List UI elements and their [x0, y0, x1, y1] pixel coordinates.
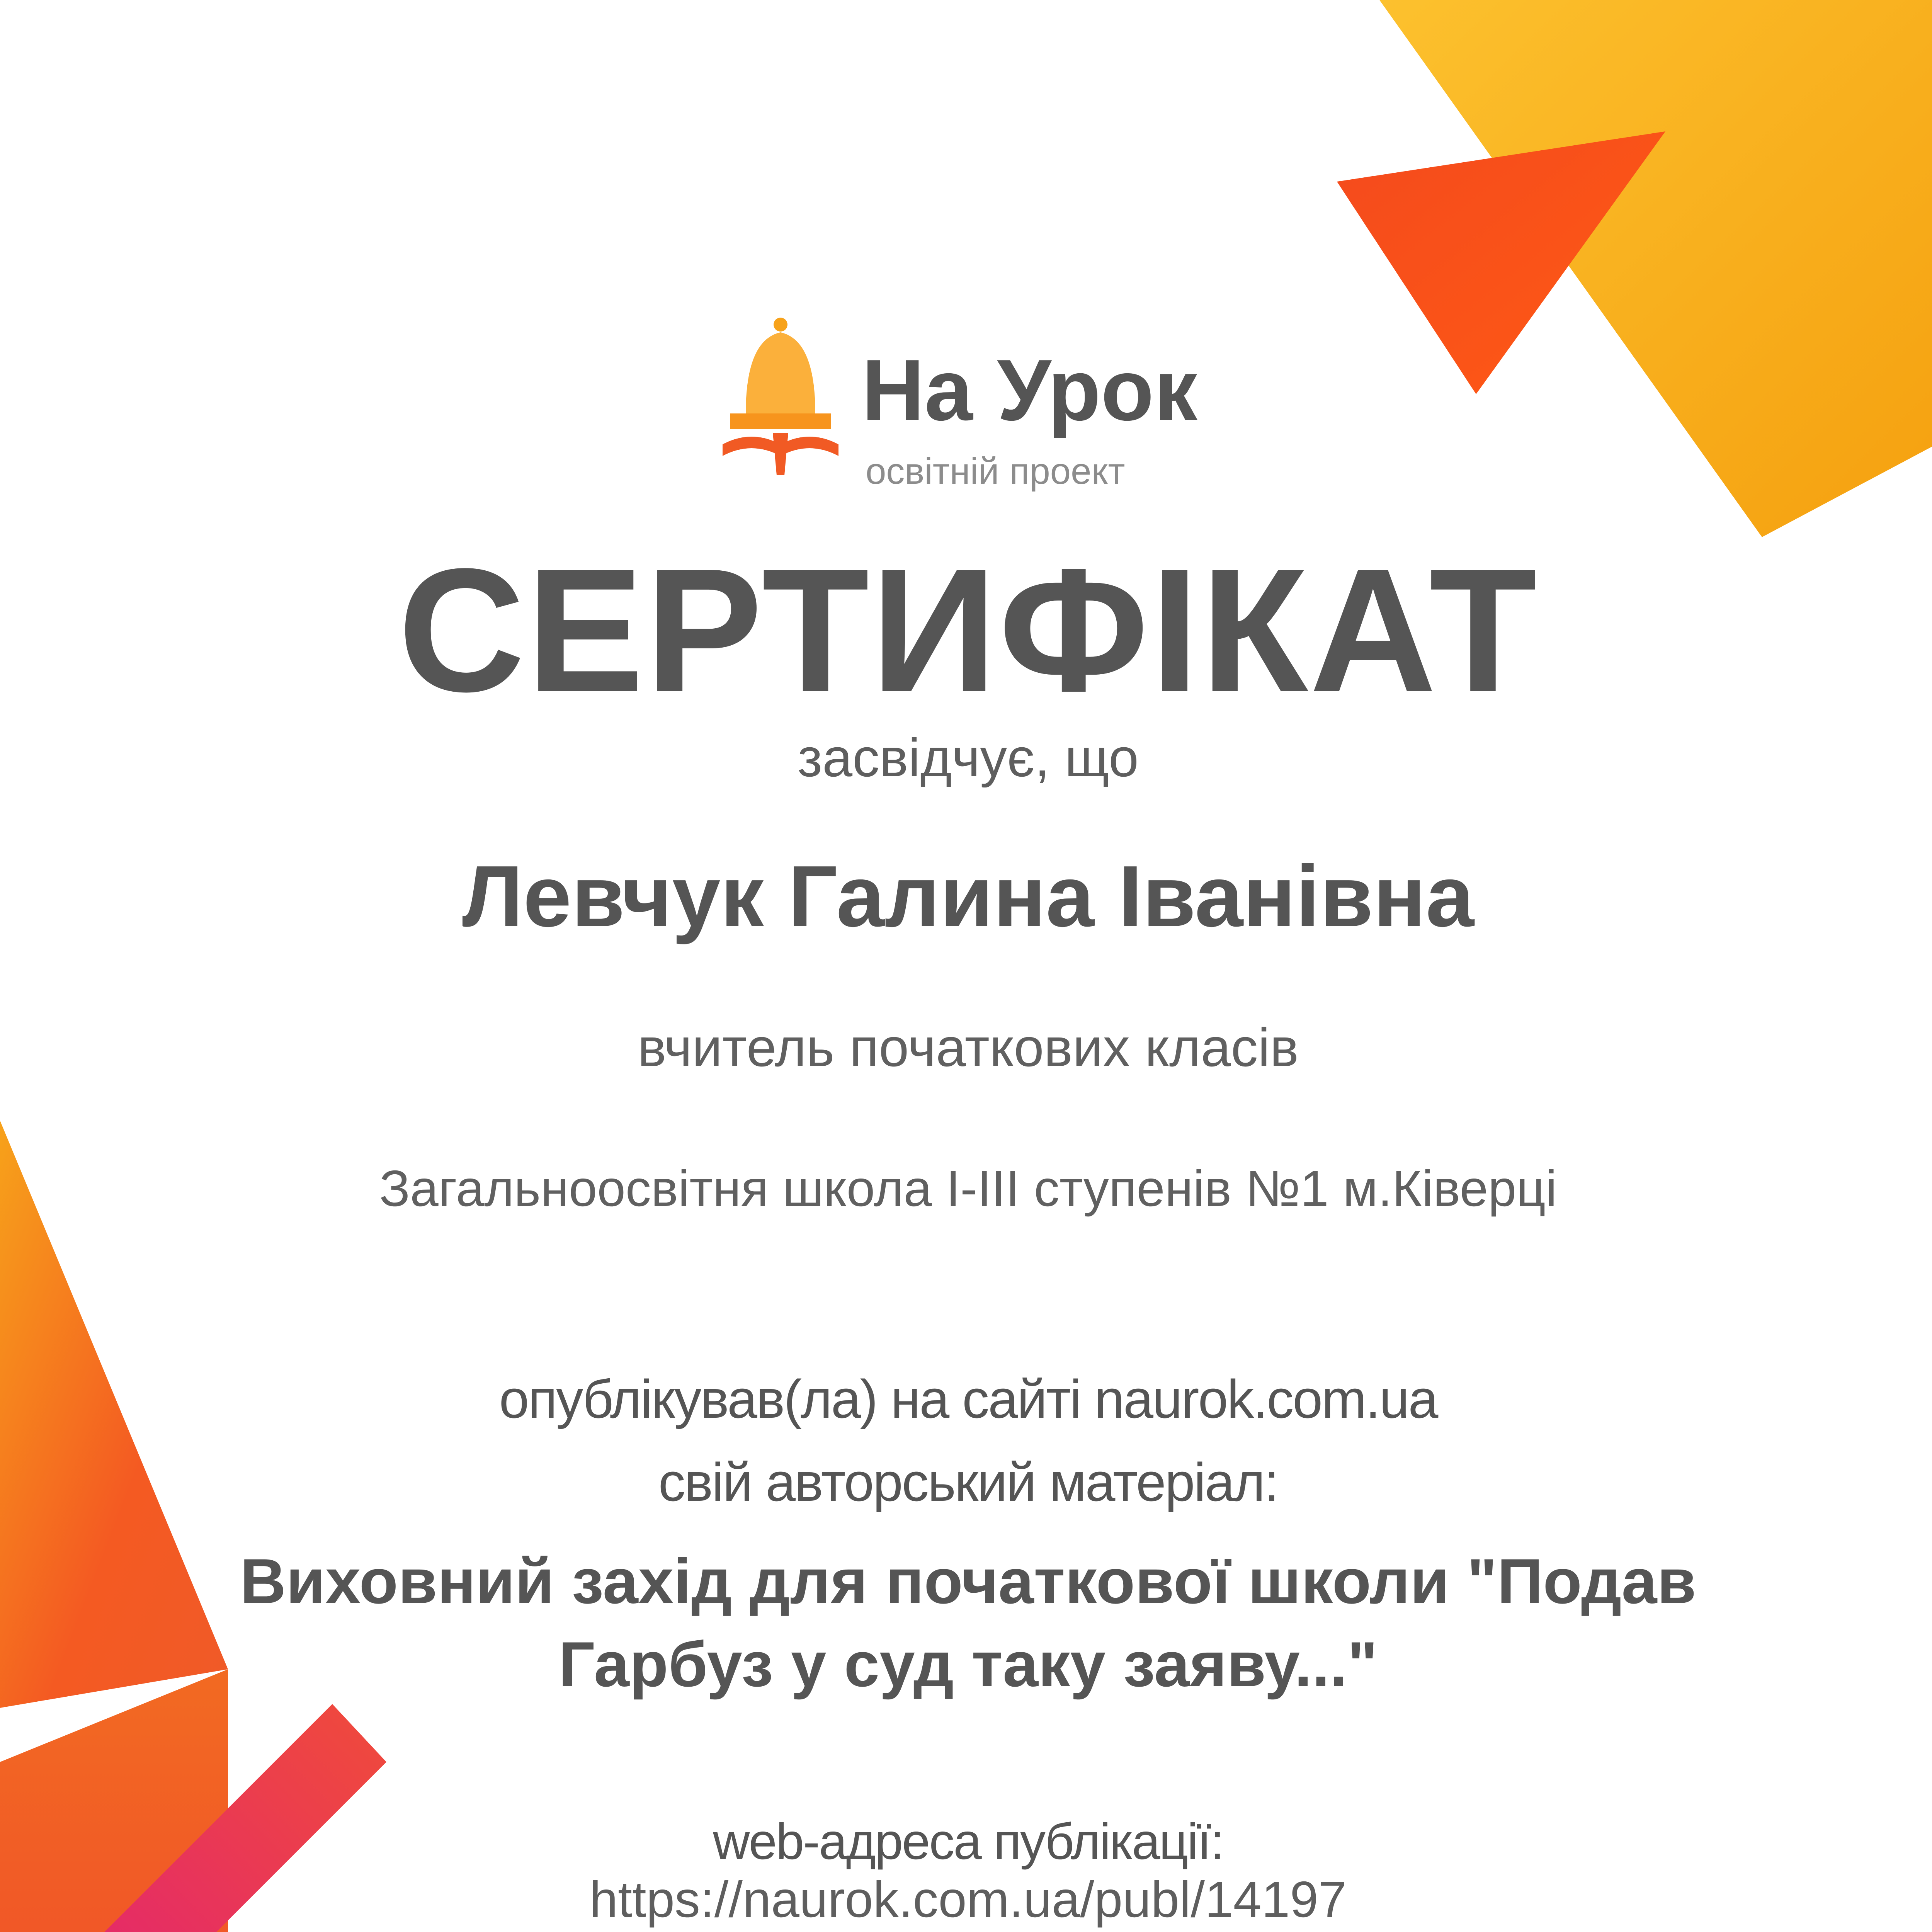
bell-book-icon — [719, 317, 866, 479]
published-statement-line-1: опублікував(ла) на сайті naurok.com.ua — [499, 1369, 1437, 1429]
material-title — [232, 1540, 1704, 1706]
certificate-title: СЕРТИФІКАТ — [398, 532, 1538, 728]
web-address-link[interactable]: https://naurok.com.ua/publ/14197 — [589, 1871, 1347, 1928]
brand-tagline: освітній проект — [866, 451, 1125, 492]
material-title-text: Виховний захід для початкової школи "Подав Гарбуз у суд таку заяву..." — [240, 1546, 1696, 1700]
published-statement-line-2: свій авторський матеріал: — [658, 1452, 1278, 1512]
recipient-school: Загальноосвітня школа І-ІІІ ступенів №1 м.Ківерці — [379, 1160, 1557, 1217]
certificate-subtitle: засвідчує, що — [798, 727, 1139, 788]
brand-name: На Урок — [862, 341, 1198, 439]
web-address-label: web-адреса публікації: — [713, 1813, 1223, 1870]
recipient-name: Левчук Галина Іванівна — [462, 847, 1474, 945]
recipient-position: вчитель початкових класів — [638, 1017, 1299, 1078]
